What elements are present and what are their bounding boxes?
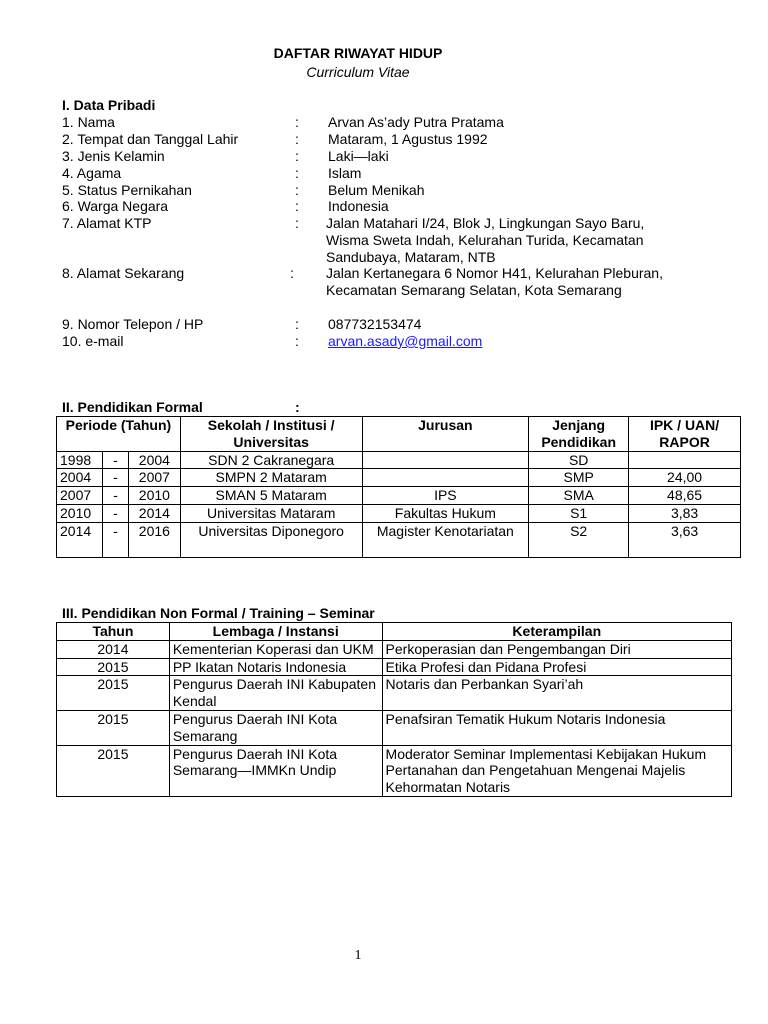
school: Universitas Mataram [180, 504, 362, 522]
dash: - [102, 504, 128, 522]
table-header-row [57, 623, 732, 641]
field-value: 087732153474 [328, 316, 422, 332]
start-year: 1998 [57, 451, 103, 469]
colon: : [295, 114, 299, 130]
formal-education-table [56, 416, 741, 558]
colon: : [295, 399, 300, 415]
header-period: Periode (Tahun) [57, 417, 181, 452]
year: 2015 [57, 745, 170, 796]
table-row [57, 487, 741, 505]
school: SMAN 5 Mataram [180, 487, 362, 505]
header-major: Jurusan [362, 417, 529, 452]
table-row [57, 676, 732, 711]
section-heading-formal: II. Pendidikan Formal [62, 399, 203, 415]
colon: : [295, 316, 299, 332]
header-score: IPK / UAN/ RAPOR [629, 417, 741, 452]
table-row [57, 451, 741, 469]
score [629, 451, 741, 469]
school: SDN 2 Cakranegara [180, 451, 362, 469]
field-value: Jalan Matahari I/24, Blok J, Lingkungan Sayo Baru, Wisma Sweta Indah, Kelurahan Turida, Kecamatan Sandubaya, Mataram, NTB [326, 215, 645, 265]
field-label: 2. Tempat dan Tanggal Lahir [62, 131, 239, 147]
school: Universitas Diponegoro [180, 522, 362, 557]
year: 2015 [57, 676, 170, 711]
colon: : [295, 215, 299, 231]
table-row [57, 745, 732, 796]
table-row [57, 710, 732, 745]
skill: Moderator Seminar Implementasi Kebijakan Hukum Pertanahan dan Pengetahuan Mengenai Majelis Kehormatan Notaris [382, 745, 731, 796]
table-row [57, 658, 732, 676]
field-label: 8. Alamat Sekarang [62, 265, 185, 281]
major: IPS [362, 487, 529, 505]
field-label: 6. Warga Negara [62, 198, 169, 214]
end-year: 2014 [128, 504, 180, 522]
colon: : [295, 131, 299, 147]
colon: : [295, 182, 299, 198]
table-row [57, 504, 741, 522]
major: Magister Kenotariatan [362, 522, 529, 557]
document-subtitle: Curriculum Vitae [306, 64, 410, 80]
skill: Notaris dan Perbankan Syari’ah [382, 676, 731, 711]
field-label: 4. Agama [62, 165, 122, 181]
start-year: 2007 [57, 487, 103, 505]
institution: Pengurus Daerah INI Kabupaten Kendal [169, 676, 382, 711]
institution: PP Ikatan Notaris Indonesia [169, 658, 382, 676]
section-heading-nonformal: III. Pendidikan Non Formal / Training – Seminar [62, 605, 375, 621]
colon: : [295, 165, 299, 181]
field-label: 9. Nomor Telepon / HP [62, 316, 204, 332]
colon: : [295, 198, 299, 214]
institution: Pengurus Daerah INI Kota Semarang—IMMKn Undip [169, 745, 382, 796]
level: SD [529, 451, 629, 469]
table-header-row [57, 417, 741, 452]
email-link[interactable]: arvan.asady@gmail.com [328, 333, 483, 349]
skill: Etika Profesi dan Pidana Profesi [382, 658, 731, 676]
end-year: 2010 [128, 487, 180, 505]
field-value: Islam [328, 165, 362, 181]
header-level: Jenjang Pendidikan [529, 417, 629, 452]
start-year: 2010 [57, 504, 103, 522]
dash: - [102, 451, 128, 469]
header-school: Sekolah / Institusi / Universitas [180, 417, 362, 452]
level: S1 [529, 504, 629, 522]
colon: : [290, 265, 294, 281]
field-label: 5. Status Pernikahan [62, 182, 192, 198]
field-label: 7. Alamat KTP [62, 215, 152, 231]
major [362, 451, 529, 469]
field-value: Mataram, 1 Agustus 1992 [328, 131, 488, 147]
level: SMP [529, 469, 629, 487]
page-number: 1 [354, 948, 362, 963]
skill: Penafsiran Tematik Hukum Notaris Indonesia [382, 710, 731, 745]
skill: Perkoperasian dan Pengembangan Diri [382, 640, 731, 658]
field-value: Laki—laki [328, 148, 389, 164]
end-year: 2007 [128, 469, 180, 487]
field-value: Arvan As’ady Putra Pratama [328, 114, 504, 130]
school: SMPN 2 Mataram [180, 469, 362, 487]
end-year: 2004 [128, 451, 180, 469]
header-institution: Lembaga / Instansi [169, 623, 382, 641]
header-year: Tahun [57, 623, 170, 641]
nonformal-education-table [56, 622, 732, 797]
major [362, 469, 529, 487]
colon: : [295, 333, 299, 349]
colon: : [295, 148, 299, 164]
field-label: 1. Nama [62, 114, 115, 130]
institution: Kementerian Koperasi dan UKM [169, 640, 382, 658]
section-heading-personal: I. Data Pribadi [62, 97, 156, 113]
level: S2 [529, 522, 629, 557]
dash: - [102, 522, 128, 557]
field-value: Jalan Kertanegara 6 Nomor H41, Kelurahan Pleburan, Kecamatan Semarang Selatan, Kota Semarang [326, 265, 663, 298]
institution: Pengurus Daerah INI Kota Semarang [169, 710, 382, 745]
table-row [57, 640, 732, 658]
start-year: 2014 [57, 522, 103, 557]
year: 2015 [57, 658, 170, 676]
level: SMA [529, 487, 629, 505]
document-title: DAFTAR RIWAYAT HIDUP [273, 45, 443, 61]
table-row [57, 469, 741, 487]
table-row [57, 522, 741, 557]
score: 24,00 [629, 469, 741, 487]
score: 3,83 [629, 504, 741, 522]
start-year: 2004 [57, 469, 103, 487]
end-year: 2016 [128, 522, 180, 557]
score: 48,65 [629, 487, 741, 505]
header-skill: Keterampilan [382, 623, 731, 641]
year: 2015 [57, 710, 170, 745]
dash: - [102, 487, 128, 505]
field-value: Belum Menikah [328, 182, 425, 198]
dash: - [102, 469, 128, 487]
field-label: 3. Jenis Kelamin [62, 148, 165, 164]
field-value: Indonesia [328, 198, 389, 214]
year: 2014 [57, 640, 170, 658]
field-label: 10. e-mail [62, 333, 124, 349]
major: Fakultas Hukum [362, 504, 529, 522]
score: 3,63 [629, 522, 741, 557]
